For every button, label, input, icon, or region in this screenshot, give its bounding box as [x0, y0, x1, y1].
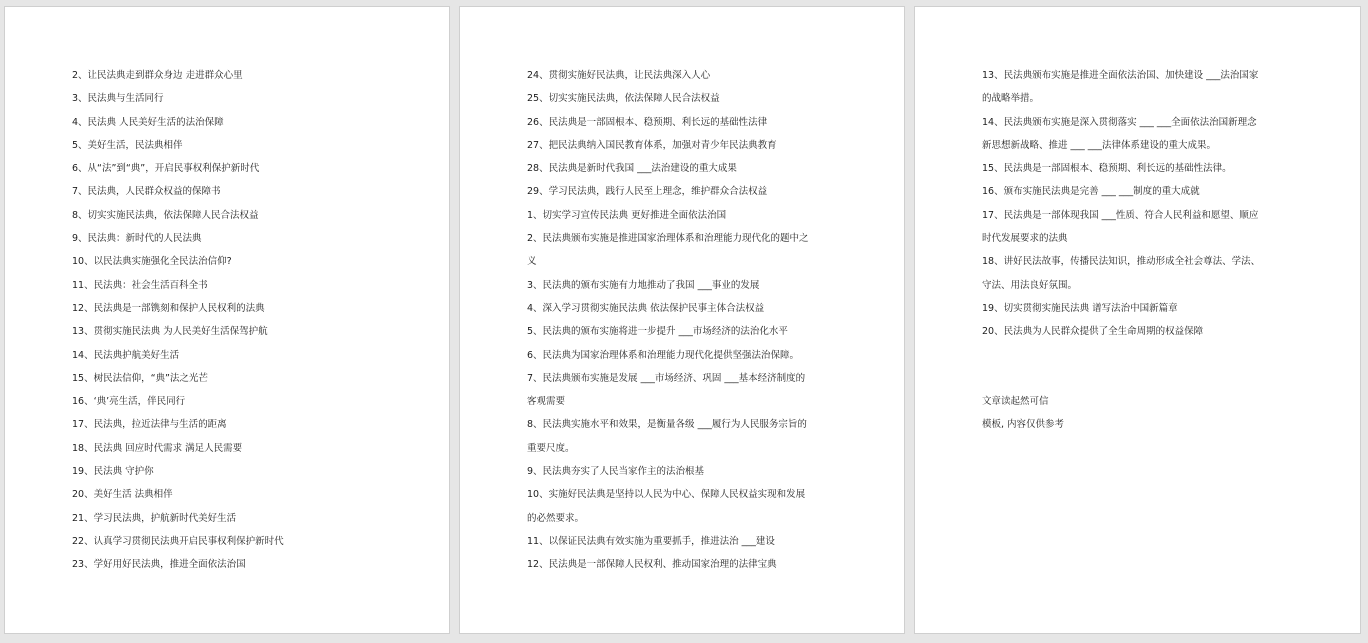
text-line: 4、深入学习贯彻实施民法典 依法保护民事主体合法权益: [527, 302, 765, 314]
text-line: 18、民法典 回应时代需求 满足人民需要: [72, 442, 243, 454]
text-line: 重要尺度。: [527, 442, 575, 454]
document-page-1: [4, 6, 450, 634]
text-line: 15、民法典是一部固根本、稳预期、利长远的基础性法律。: [982, 163, 1232, 175]
page-2-text-lines: [527, 64, 844, 577]
text-line: 6、民法典为国家治理体系和治理能力现代化提供坚强法治保障。: [527, 349, 800, 361]
text-line: 25、切实实施民法典，依法保障人民合法权益: [527, 93, 720, 105]
text-line: 9、民法典：新时代的人民法典: [72, 233, 202, 245]
text-line: 7、民法典，人民群众权益的保障书: [72, 186, 221, 198]
text-line: 6、从“法”到“典”，开启民事权利保护新时代: [72, 163, 260, 175]
text-line: 4、民法典 人民美好生活的法治保障: [72, 116, 224, 128]
blank-line: [982, 344, 1310, 367]
text-line: 新思想新战略、推进 ___ ___法律体系建设的重大成果。: [982, 139, 1217, 151]
text-line: 28、民法典是新时代我国 ___法治建设的重大成果: [527, 163, 737, 175]
footer-text-line: 模板, 内容仅供参考: [982, 419, 1065, 431]
text-line: 16、颁布实施民法典是完善 ___ ___制度的重大成就: [982, 186, 1200, 198]
text-line: 2、民法典颁布实施是推进国家治理体系和治理能力现代化的题中之: [527, 233, 809, 245]
page-1-text-lines: [72, 64, 409, 577]
text-line: 13、贯彻实施民法典 为人民美好生活保驾护航: [72, 326, 268, 338]
text-line: 3、民法典与生活同行: [72, 93, 164, 105]
text-line: 21、学习民法典，护航新时代美好生活: [72, 512, 237, 524]
text-line: 19、切实贯彻实施民法典 谱写法治中国新篇章: [982, 302, 1178, 314]
footer-text-line: 文章读起然可信: [982, 396, 1049, 408]
text-line: 8、民法典实施水平和效果，是衡量各级 ___履行为人民服务宗旨的: [527, 419, 807, 431]
text-line: 20、美好生活 法典相伴: [72, 489, 173, 501]
text-line: 时代发展要求的法典: [982, 233, 1068, 245]
text-line: 29、学习民法典，践行人民至上理念，维护群众合法权益: [527, 186, 768, 198]
text-line: 19、民法典 守护你: [72, 466, 154, 478]
text-line: 26、民法典是一部固根本、稳预期、利长远的基础性法律: [527, 116, 768, 128]
text-line: 13、民法典颁布实施是推进全面依法治国、加快建设 ___法治国家: [982, 70, 1259, 81]
text-line: 14、民法典颁布实施是深入贯彻落实 ___ ___全面依法治国新理念: [982, 116, 1257, 128]
document-page-2: [459, 6, 905, 634]
text-line: 10、实施好民法典是坚持以人民为中心、保障人民权益实现和发展: [527, 489, 806, 501]
text-line: 18、讲好民法故事，传播民法知识，推动形成全社会尊法、学法、: [982, 256, 1261, 268]
text-line: 的战略举措。: [982, 93, 1040, 105]
text-line: 20、民法典为人民群众提供了全生命周期的权益保障: [982, 326, 1204, 338]
text-line: 的必然要求。: [527, 512, 585, 524]
text-line: 客观需要: [527, 396, 566, 408]
text-line: 5、美好生活，民法典相伴: [72, 139, 183, 151]
text-line: 12、民法典是一部保障人民权利、推动国家治理的法律宝典: [527, 559, 777, 571]
text-line: 7、民法典颁布实施是发展 ___市场经济、巩固 ___基本经济制度的: [527, 372, 806, 384]
document-page-3: [914, 6, 1361, 634]
text-line: 10、以民法典实施强化全民法治信仰?: [72, 256, 232, 268]
text-line: 8、切实实施民法典，依法保障人民合法权益: [72, 209, 259, 221]
text-line: 14、民法典护航美好生活: [72, 349, 180, 361]
page-3-text-lines: [982, 64, 1310, 437]
text-line: 5、民法典的颁布实施将进一步提升 ___市场经济的法治化水平: [527, 326, 788, 338]
text-line: 11、以保证民法典有效实施为重要抓手，推进法治 ___建设: [527, 535, 775, 547]
text-line: 15、树民法信仰，“典”法之光芒: [72, 372, 208, 384]
text-line: 12、民法典是一部镌刻和保护人民权利的法典: [72, 302, 265, 314]
text-line: 17、民法典是一部体现我国 ___性质、符合人民利益和愿望、顺应: [982, 209, 1259, 221]
text-line: 24、贯彻实施好民法典，让民法典深入人心: [527, 70, 711, 81]
text-line: 2、让民法典走到群众身边 走进群众心里: [72, 70, 243, 81]
text-line: 义: [527, 256, 537, 268]
text-line: 16、‘典’亮生活，伴民同行: [72, 396, 186, 408]
blank-line: [982, 367, 1310, 390]
text-line: 1、切实学习宣传民法典 更好推进全面依法治国: [527, 209, 727, 221]
text-line: 3、民法典的颁布实施有力地推动了我国 ___事业的发展: [527, 279, 760, 291]
text-line: 23、学好用好民法典，推进全面依法治国: [72, 559, 246, 571]
text-line: 17、民法典，拉近法律与生活的距离: [72, 419, 227, 431]
text-line: 守法、用法良好氛围。: [982, 279, 1078, 291]
text-line: 27、把民法典纳入国民教育体系，加强对青少年民法典教育: [527, 139, 777, 151]
text-line: 11、民法典：社会生活百科全书: [72, 279, 208, 291]
text-line: 22、认真学习贯彻民法典开启民事权利保护新时代: [72, 535, 284, 547]
text-line: 9、民法典夯实了人民当家作主的法治根基: [527, 466, 705, 478]
